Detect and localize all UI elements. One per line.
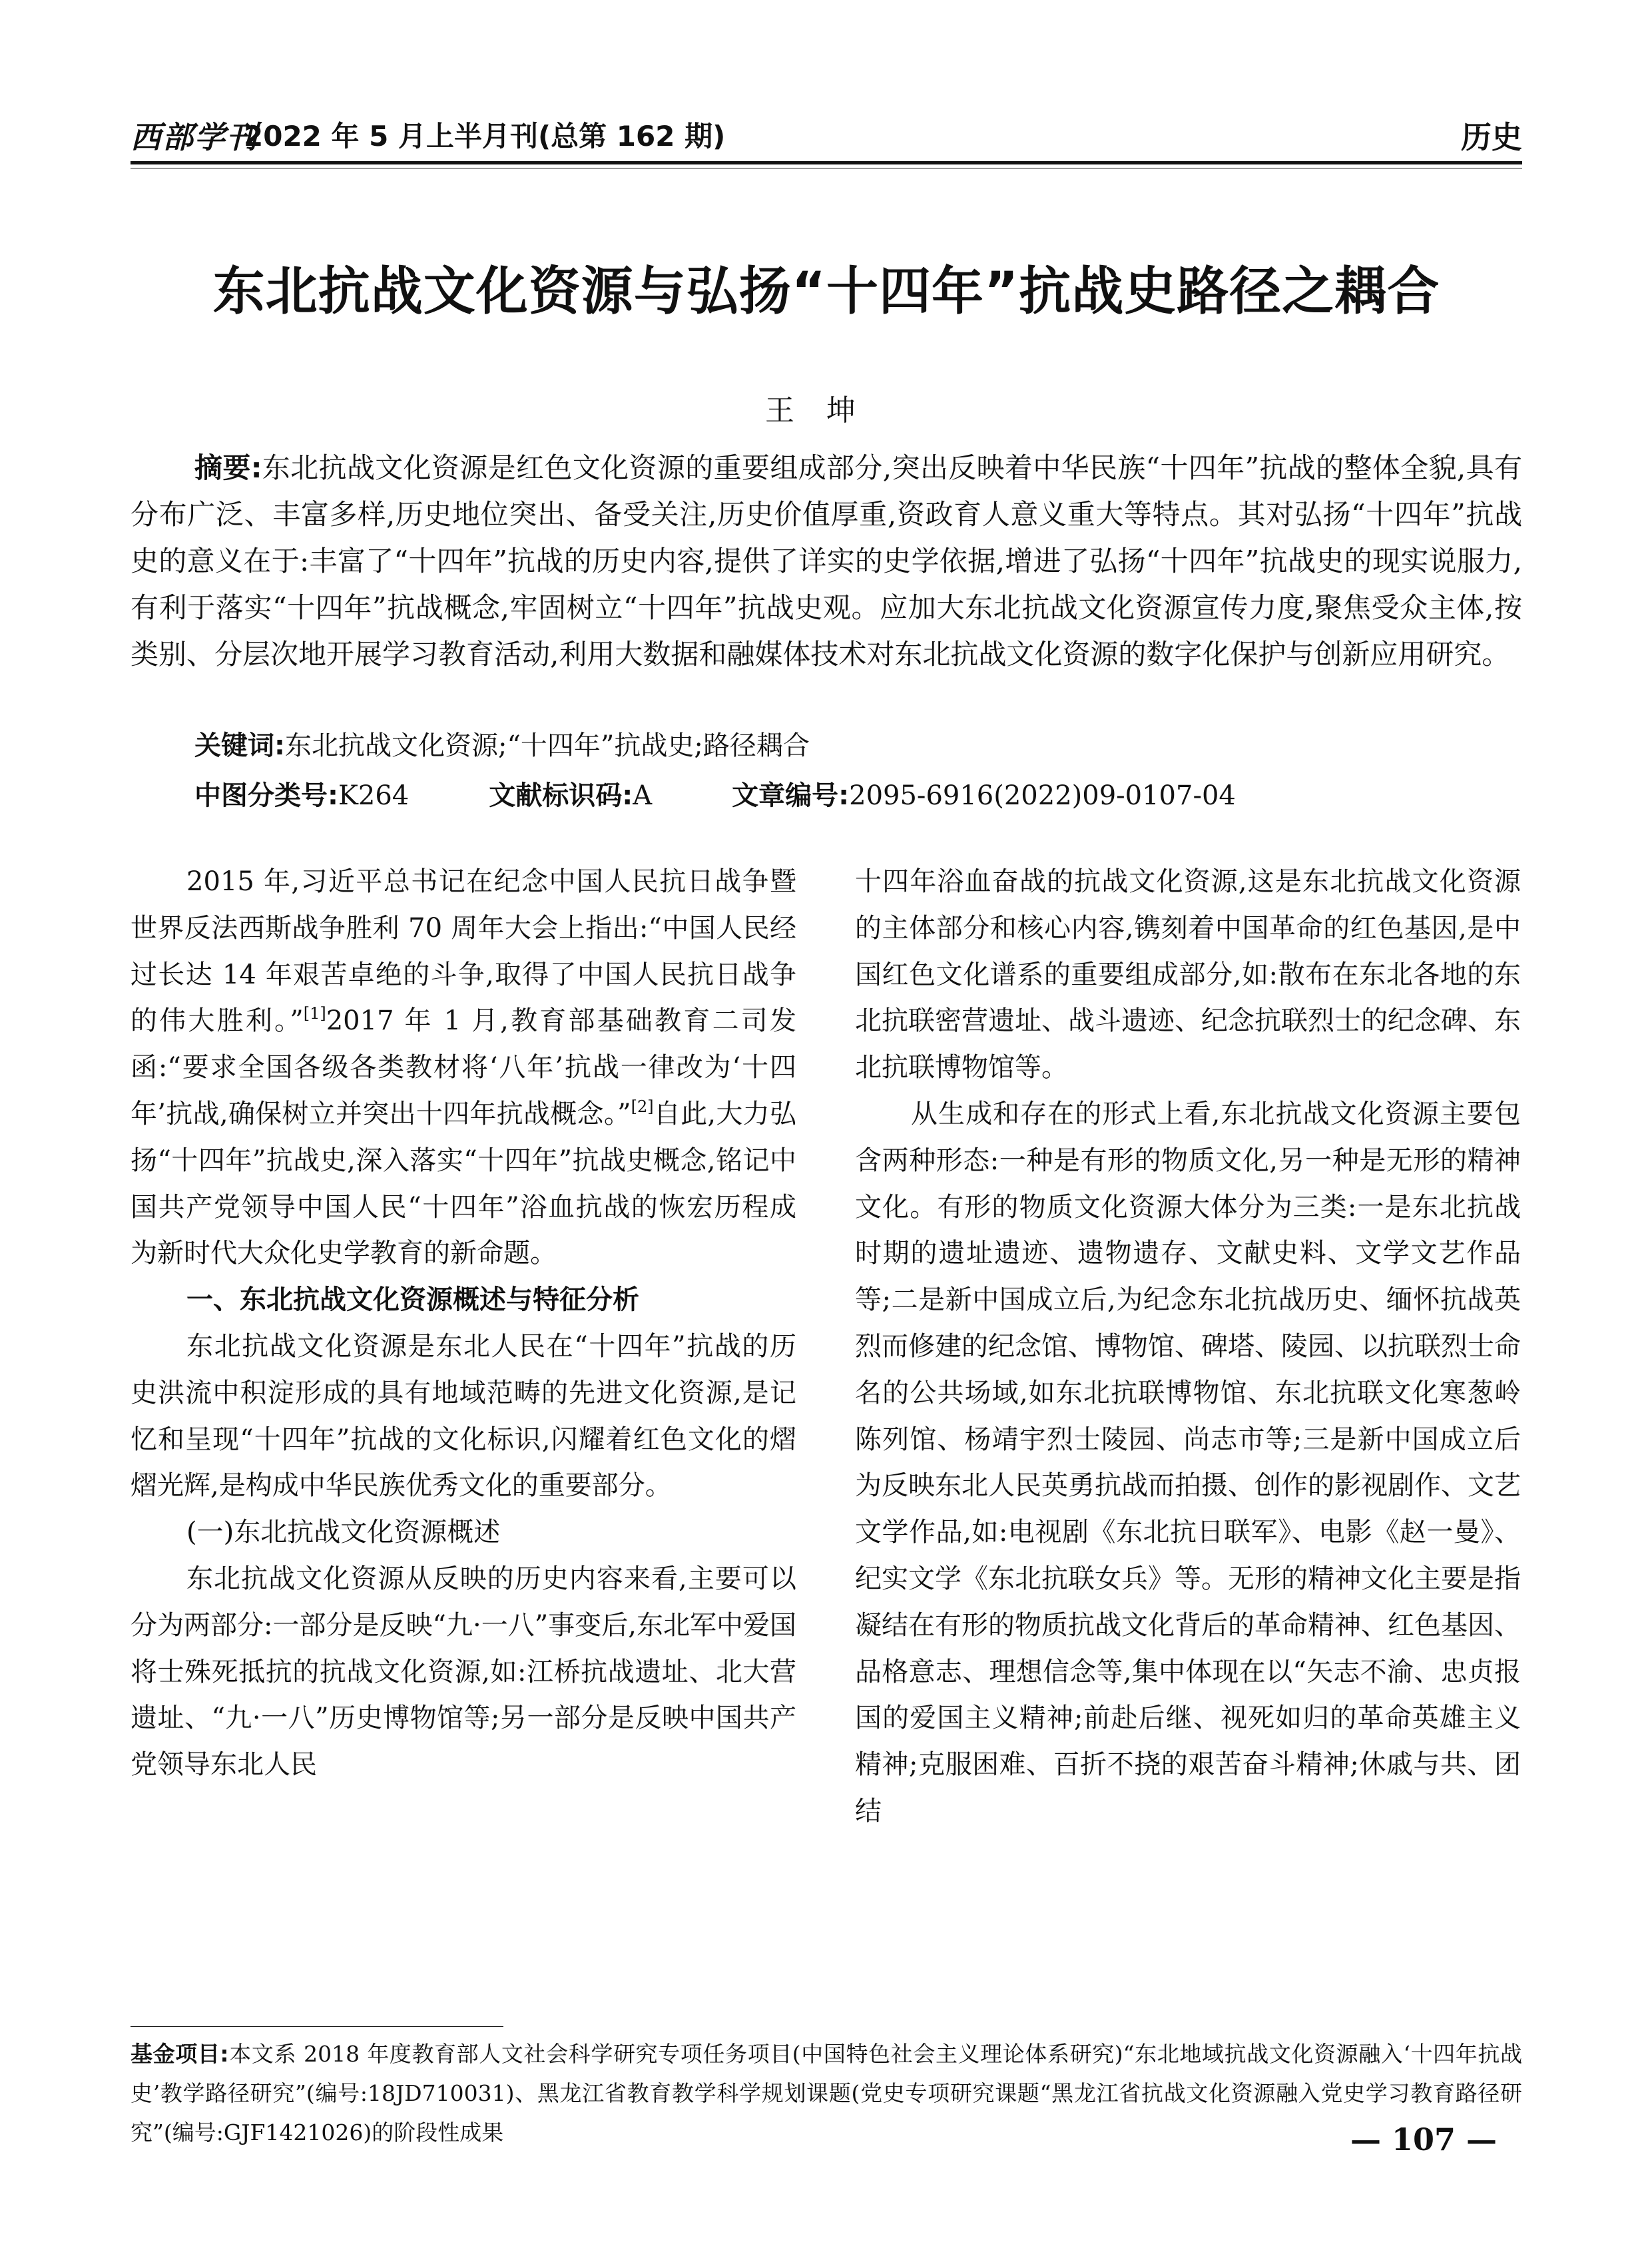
footnote-text: 本文系 2018 年度教育部人文社会科学研究专项任务项目(中国特色社会主义理论体系研究)“东北地域抗战文化资源融入‘十四年抗战史’教学路径研究”(编号:18JD710031)、黑龙江省教育教学科学规划课题(党史专项研究课题“黑龙江省抗战文化资源融入党史学习教育路径研究”(编号:GJF1421026)的阶段性成果 <box>131 2041 1522 2145</box>
section-name: 历史 <box>1461 119 1522 155</box>
keywords-text: 东北抗战文化资源;“十四年”抗战史;路径耦合 <box>285 730 810 761</box>
abstract-label: 摘要: <box>194 451 262 484</box>
section-heading: 一、东北抗战文化资源概述与特征分析 <box>186 1284 639 1316</box>
funding-footnote <box>131 2034 1522 2152</box>
paragraph: 从生成和存在的形式上看,东北抗战文化资源主要包含两种形态:一种是有形的物质文化,另一种是无形的精神文化。有形的物质文化资源大体分为三类:一是东北抗战时期的遗址遗迹、遗物遗存、文献史料、文学文艺作品等;二是新中国成立后,为纪念东北抗战历史、缅怀抗战英烈而修建的纪念馆、博物馆、碑塔、陵园、以抗联烈士命名的公共场域,如东北抗联博物馆、东北抗联文化寒葱岭陈列馆、杨靖宇烈士陵园、尚志市等;三是新中国成立后为反映东北人民英勇抗战而拍摄、创作的影视剧作、文艺文学作品,如:电视剧《东北抗日联军》、电影《赵一曼》、纪实文学《东北抗联女兵》等。无形的精神文化主要是指凝结在有形的物质抗战文化背后的革命精神、红色基因、品格意志、理想信念等,集中体现在以“矢志不渝、忠贞报国的爱国主义精神;前赴后继、视死如归的革命英雄主义精神;克服困难、百折不挠的艰苦奋斗精神;休戚与共、团结 <box>855 1098 1521 1826</box>
issue-info: 2022 年 5 月上半月刊(总第 162 期) <box>244 120 726 152</box>
article-no-label: 文章编号: <box>732 780 850 811</box>
paragraph: 十四年浴血奋战的抗战文化资源,这是东北抗战文化资源的主体部分和核心内容,镌刻着中国革命的红色基因,是中国红色文化谱系的重要组成部分,如:散布在东北各地的东北抗联密营遗址、战斗遗迹、纪念抗联烈士的纪念碑、东北抗联博物馆等。 <box>855 866 1521 1083</box>
paragraph: 东北抗战文化资源从反映的历史内容来看,主要可以分为两部分:一部分是反映“九·一八”事变后,东北军中爱国将士殊死抵抗的抗战文化资源,如:江桥抗战遗址、北大营遗址、“九·一八”历史博物馆等;另一部分是反映中国共产党领导东北人民 <box>131 1563 796 1781</box>
page-number: — 107 — <box>1350 2121 1498 2157</box>
citation-ref: [2] <box>631 1097 654 1116</box>
article-title: 东北抗战文化资源与弘扬“十四年”抗战史路径之耦合 <box>212 262 1440 322</box>
footnote-label: 基金项目: <box>131 2041 229 2067</box>
journal-logo: 西部学刊 <box>131 119 258 155</box>
paragraph-text: 2015 年,习近平总书记在纪念中国人民抗日战争暨世界反法西斯战争胜利 70 周年大会上指出:“中国人民经过长达 14 年艰苦卓绝的斗争,取得了中国人民抗日战争的伟大胜利。” <box>131 866 796 1037</box>
subsection-heading: (一)东北抗战文化资源概述 <box>186 1517 501 1548</box>
body-column-left <box>131 859 796 1789</box>
paragraph <box>131 859 796 1277</box>
running-header <box>131 113 1522 160</box>
classification-line <box>194 776 1236 816</box>
footnote-rule <box>131 2026 503 2027</box>
body-column-right <box>855 859 1521 1835</box>
header-rule <box>131 161 1522 164</box>
keywords-label: 关键词: <box>194 730 285 761</box>
citation-ref: [1] <box>303 1004 326 1023</box>
clc-label: 中图分类号: <box>194 780 338 811</box>
article-author: 王坤 <box>765 394 888 427</box>
paragraph-text: 2017 年 1 月,教育部基础教育二司发函:“要求全国各级各类教材将‘八年’抗战一律改为‘十四年’抗战,确保树立并突出十四年抗战概念。” <box>131 1005 796 1129</box>
doc-code-label: 文献标识码: <box>489 780 633 811</box>
abstract <box>131 445 1522 678</box>
paragraph: 东北抗战文化资源是东北人民在“十四年”抗战的历史洪流中积淀形成的具有地域范畴的先进文化资源,是记忆和呈现“十四年”抗战的文化标识,闪耀着红色文化的熠熠光辉,是构成中华民族优秀文化的重要部分。 <box>131 1330 796 1502</box>
paragraph-text: 自此,大力弘扬“十四年”抗战史,深入落实“十四年”抗战史概念,铭记中国共产党领导中国人民“十四年”浴血抗战的恢宏历程成为新时代大众化史学教育的新命题。 <box>131 1098 796 1269</box>
doc-code-value: A <box>633 780 653 811</box>
article-no-value: 2095-6916(2022)09-0107-04 <box>849 780 1236 811</box>
abstract-text: 东北抗战文化资源是红色文化资源的重要组成部分,突出反映着中华民族“十四年”抗战的整体全貌,具有分布广泛、丰富多样,历史地位突出、备受关注,历史价值厚重,资政育人意义重大等特点。其对弘扬“十四年”抗战史的意义在于:丰富了“十四年”抗战的历史内容,提供了详实的史学依据,增进了弘扬“十四年”抗战史的现实说服力,有利于落实“十四年”抗战概念,牢固树立“十四年”抗战史观。应加大东北抗战文化资源宣传力度,聚焦受众主体,按类别、分层次地开展学习教育活动,利用大数据和融媒体技术对东北抗战文化资源的数字化保护与创新应用研究。 <box>131 451 1522 671</box>
clc-value: K264 <box>338 780 410 811</box>
keywords <box>194 726 810 766</box>
